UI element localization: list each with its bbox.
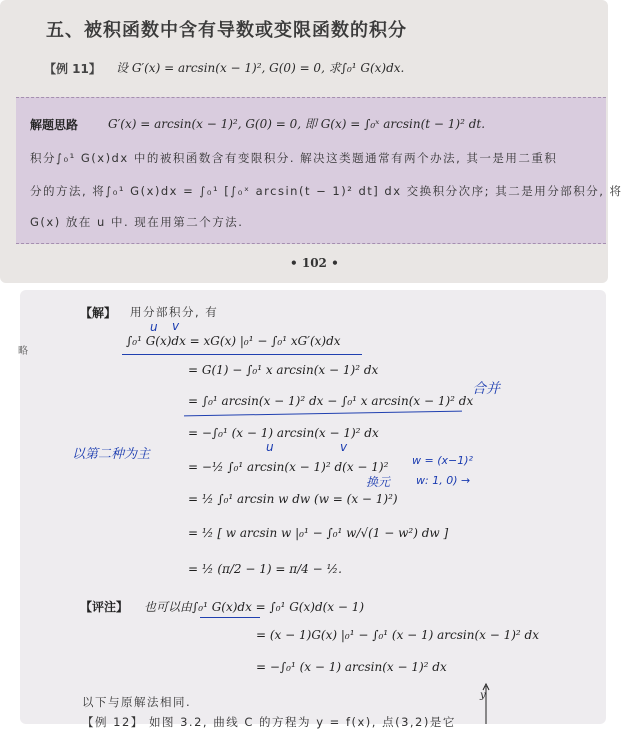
- step-3: = ∫₀¹ arcsin(x − 1)² dx − ∫₀¹ x arcsin(x − 1)² dx: [188, 394, 474, 408]
- top-page-photo: [0, 0, 623, 283]
- step-7: = ½ [ w arcsin w |₀¹ − ∫₀¹ w/√(1 − w²) dw ]: [188, 526, 449, 540]
- example-label: 【例 11】: [44, 62, 101, 76]
- tail-text: 以下与原解法相同.: [82, 695, 192, 709]
- solution-label: 【解】: [80, 306, 117, 320]
- thinking-label: 解题思路: [30, 118, 79, 132]
- note-label: 【评注】: [80, 600, 129, 614]
- ink-underline-1: [122, 354, 362, 355]
- step-5: = −½ ∫₀¹ arcsin(x − 1)² d(x − 1)²: [188, 460, 389, 474]
- axis-arrow-icon: [466, 682, 506, 724]
- note-step-1: = (x − 1)G(x) |₀¹ − ∫₀¹ (x − 1) arcsin(x − 1)² dx: [256, 628, 540, 642]
- step-6: = ½ ∫₀¹ arcsin w dw (w = (x − 1)²): [188, 492, 398, 506]
- handwritten-u: u: [150, 320, 158, 334]
- handwritten-v: v: [172, 319, 180, 333]
- step-2: = G(1) − ∫₀¹ x arcsin(x − 1)² dx: [188, 363, 379, 377]
- handwritten-huanyuan: 换元: [366, 475, 391, 489]
- side-mark: 略: [18, 346, 28, 357]
- handwritten-left-note: 以第二种为主: [72, 447, 151, 462]
- page-number: • 102 •: [290, 256, 339, 270]
- axis-label: y: [480, 690, 486, 701]
- handwritten-w-def: w = (x−1)²: [412, 454, 473, 467]
- ink-underline-2: [184, 411, 462, 417]
- cut-text: 【例 12】 如图 3.2, 曲线 C 的方程为 y = f(x), 点(3,2)是它: [82, 715, 456, 729]
- thinking-line-4: G(x) 放在 u 中. 现在用第二个方法.: [30, 215, 244, 229]
- example-text: 设 G′(x) = arcsin(x − 1)², G(0) = 0, 求∫₀¹ G(x)dx.: [116, 61, 405, 75]
- handwritten-w-range: w: 1, 0) →: [416, 474, 471, 487]
- solution-intro: 用分部积分, 有: [130, 305, 219, 319]
- note-step-2: = −∫₀¹ (x − 1) arcsin(x − 1)² dx: [256, 660, 447, 674]
- thinking-box: [16, 97, 623, 244]
- ink-underline-3: [200, 617, 260, 618]
- bottom-page-photo: [18, 290, 606, 729]
- thinking-line-2: 积分∫₀¹ G(x)dx 中的被积函数含有变限积分. 解决这类题通常有两个办法, 其一是用二重积: [30, 151, 558, 165]
- thinking-line-1: G′(x) = arcsin(x − 1)², G(0) = 0, 即 G(x) = ∫₀ˣ arcsin(t − 1)² dt.: [108, 117, 486, 131]
- note-intro: 也可以由∫₀¹ G(x)dx = ∫₀¹ G(x)d(x − 1): [144, 600, 365, 614]
- handwritten-u-2: u: [266, 440, 274, 454]
- handwritten-v-2: v: [340, 440, 348, 454]
- handwritten-merge: 合并: [472, 381, 500, 397]
- thinking-line-3: 分的方法, 将∫₀¹ G(x)dx = ∫₀¹ [∫₀ˣ arcsin(t − 1)² dt] dx 交换积分次序; 其二是用分部积分, 将: [30, 184, 623, 198]
- step-8: = ½ (π/2 − 1) = π/4 − ½.: [188, 562, 342, 576]
- step-1: ∫₀¹ G(x)dx = xG(x) |₀¹ − ∫₀¹ xG′(x)dx: [126, 334, 341, 348]
- section-title: 五、被积函数中含有导数或变限函数的积分: [46, 20, 407, 41]
- step-4: = −∫₀¹ (x − 1) arcsin(x − 1)² dx: [188, 426, 379, 440]
